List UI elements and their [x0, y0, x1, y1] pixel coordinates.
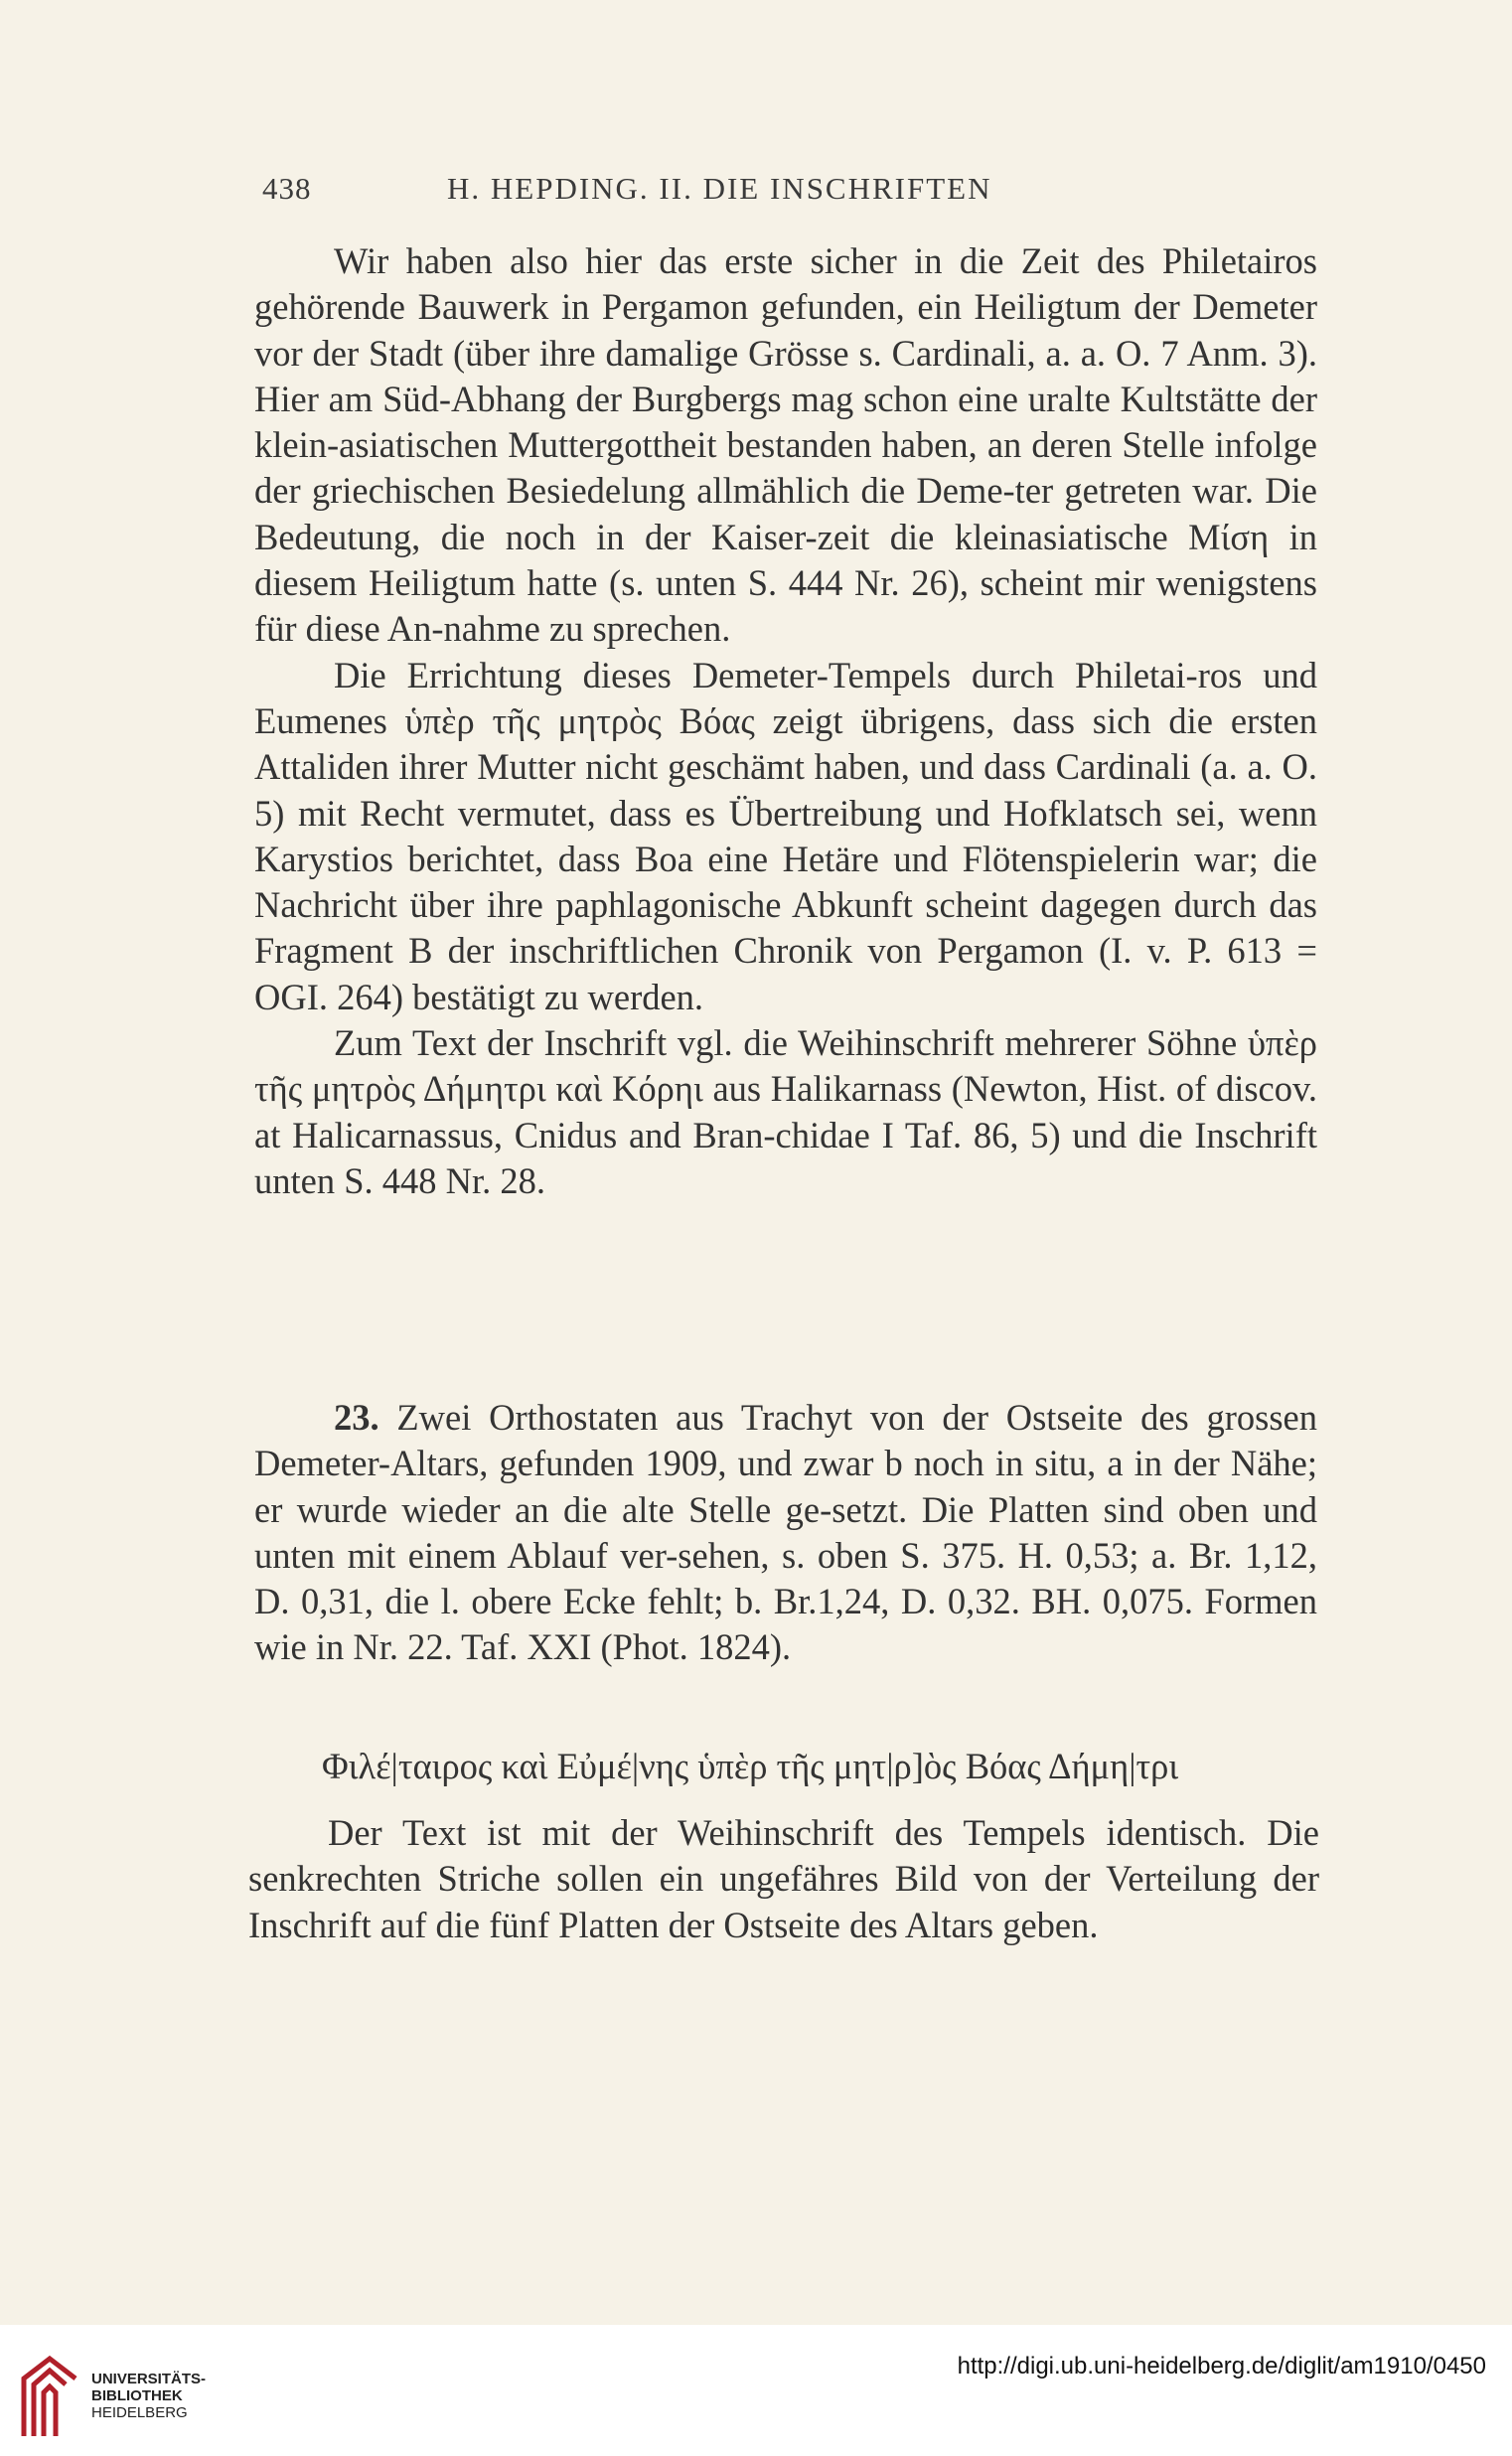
entry-paragraph: [254, 1395, 1317, 1671]
source-url-link[interactable]: http://digi.ub.uni-heidelberg.de/diglit/am1910/0450: [957, 2353, 1486, 2379]
entry-text: Zwei Orthostaten aus Trachyt von der Ostseite des grossen Demeter-Altars, gefunden 1909, und zwar b noch in situ, a in der Nähe; er wurde wieder an die alte Stelle ge-setzt. Die Platten sind oben und unten mit einem Ablauf ver-sehen, s. oben S. 375. H. 0,53; a. Br. 1,12, D. 0,31, die l. obere Ecke fehlt; b. Br.1,24, D. 0,32. BH. 0,075. Formen wie in Nr. 22. Taf. XXI (Phot. 1824).: [254, 1397, 1318, 1668]
entry-23: [254, 1395, 1317, 1671]
library-name-line-3: HEIDELBERG: [91, 2404, 188, 2421]
paragraph-philetairos: Wir haben also hier das erste sicher in die Zeit des Philetairos gehörende Bauwerk in Pergamon gefunden, ein Heiligtum der Demeter vor der Stadt (über ihre damalige Grösse s. Cardinali, a. a. O. 7 Anm. 3). Hier am Süd-Abhang der Burgbergs mag schon eine uralte Kultstätte der klein-asiatischen Muttergottheit bestanden haben, an deren Stelle infolge der griechischen Besiedelung allmählich die Deme-ter getreten war. Die Bedeutung, die noch in der Kaiser-zeit die kleinasiatische Μίση in diesem Heiligtum hatte (s. unten S. 444 Nr. 26), scheint mir wenigstens für diese An-nahme zu sprechen.: [254, 240, 1317, 650]
body-text-bottom: [248, 1810, 1319, 1948]
page-number: 438: [262, 171, 312, 206]
library-name-line-1: UNIVERSITÄTS-: [91, 2371, 207, 2387]
running-title: H. HEPDING. II. DIE INSCHRIFTEN: [447, 171, 992, 206]
closing-paragraph: Der Text ist mit der Weihinschrift des Tempels identisch. Die senkrechten Striche sollen ein ungefähres Bild von der Verteilung der Inschrift auf die fünf Platten der Ostseite des Altars geben.: [248, 1812, 1319, 1945]
library-logo-icon: [14, 2353, 83, 2440]
paragraph-zum-text: Zum Text der Inschrift vgl. die Weihinschrift mehrerer Söhne ὑπὲρ τῆς μητρὸς Δήμητρι καὶ Κόρηι aus Halikarnass (Newton, Hist. of discov. at Halicarnassus, Cnidus and Bran-chidae I Taf. 86, 5) und die Inschrift unten S. 448 Nr. 28.: [254, 1022, 1317, 1201]
inscription-line: Φιλέ|ταιρος καὶ Εὐμέ|νης ὑπὲρ τῆς μητ|ρ]ὸς Βόας Δήμη|τρι: [322, 1746, 1179, 1786]
library-name: [91, 2371, 206, 2421]
library-name-line-2: BIBLIOTHEK: [91, 2387, 183, 2404]
entry-number: 23.: [334, 1397, 379, 1438]
library-footer: [0, 2325, 1512, 2456]
body-text-top: [254, 238, 1317, 1204]
paragraph-errichtung: Die Errichtung dieses Demeter-Tempels durch Philetai-ros und Eumenes ὑπὲρ τῆς μητρὸς Βόας zeigt übrigens, dass sich die ersten Attaliden ihrer Mutter nicht geschämt haben, und dass Cardinali (a. a. O. 5) mit Recht vermutet, dass es Übertreibung und Hofklatsch sei, wenn Karystios berichtet, dass Boa eine Hetäre und Flötenspielerin war; die Nachricht über ihre paphlagonische Abkunft scheint dagegen durch das Fragment B der inschriftlichen Chronik von Pergamon (I. v. P. 613 = OGI. 264) bestätigt zu werden.: [254, 654, 1317, 1017]
